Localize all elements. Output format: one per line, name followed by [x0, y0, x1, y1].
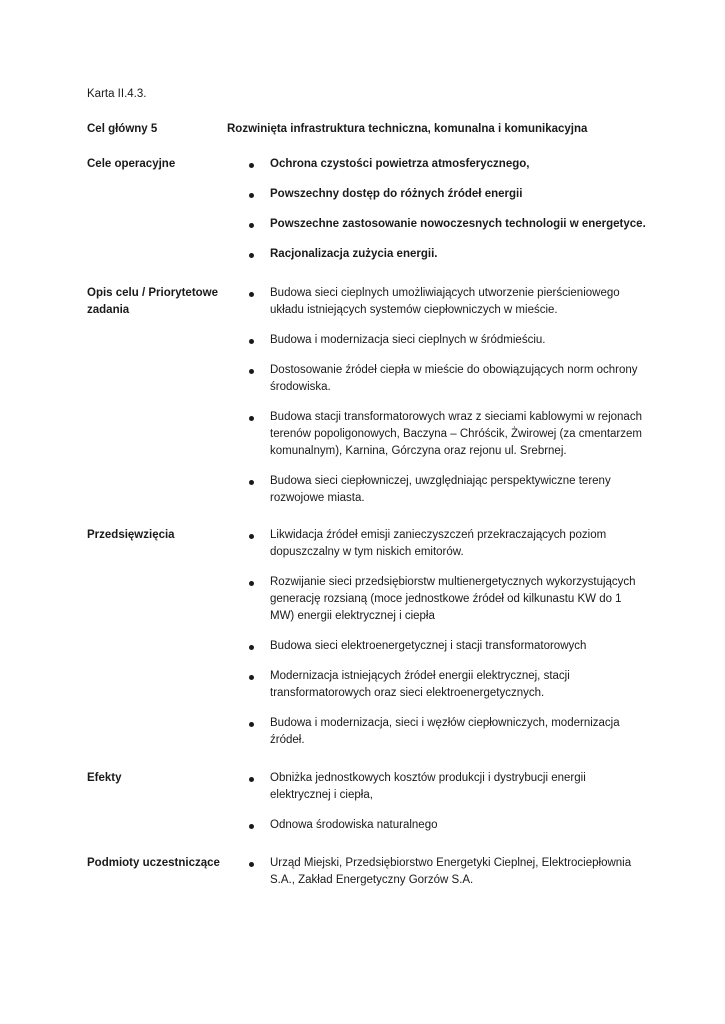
bullet-icon [249, 416, 254, 421]
list-item: Dostosowanie źródeł ciepła w mieście do obowiązujących norm ochrony środowiska. [247, 362, 647, 396]
bullet-icon [249, 581, 254, 586]
bullet-icon [249, 369, 254, 374]
bullet-icon [249, 534, 254, 539]
bullet-icon [249, 645, 254, 650]
bullet-icon [249, 163, 254, 168]
operational-goals-label: Cele operacyjne [87, 158, 176, 170]
projects-label: Przedsięwzięcia [87, 529, 175, 541]
bullet-icon [249, 292, 254, 297]
bullet-icon [249, 193, 254, 198]
list-item: Powszechne zastosowanie nowoczesnych technologii w energetyce. [247, 216, 647, 233]
main-goal-label: Cel główny 5 [87, 123, 158, 135]
effects-list [247, 770, 647, 847]
list-item: Budowa sieci cieplnych umożliwiających utworzenie pierścieniowego układu istniejących systemów ciepłowniczych w mieście. [247, 285, 647, 319]
bullet-icon [249, 675, 254, 680]
bullet-icon [249, 339, 254, 344]
list-item: Powszechny dostęp do różnych źródeł energii [247, 186, 647, 203]
participants-list [247, 855, 647, 902]
list-item: Budowa stacji transformatorowych wraz z sieciami kablowymi w rejonach terenów popoligonowych, Baczyna – Chróścik, Żwirowej (za cmentarzem komunalnym), Karnina, Górczyna oraz rejonu ul. Srebrnej. [247, 409, 647, 460]
bullet-icon [249, 777, 254, 782]
projects-list [247, 527, 647, 762]
card-id: Karta II.4.3. [87, 88, 147, 100]
priority-tasks-list [247, 285, 647, 520]
list-item: Budowa i modernizacja, sieci i węzłów ciepłowniczych, modernizacja źródeł. [247, 715, 647, 749]
operational-goals-list [247, 156, 647, 276]
bullet-icon [249, 862, 254, 867]
list-item: Modernizacja istniejących źródeł energii elektrycznej, stacji transformatorowych oraz sieci elektroenergetycznych. [247, 668, 647, 702]
list-item: Budowa sieci elektroenergetycznej i stacji transformatorowych [247, 638, 647, 655]
list-item: Racjonalizacja zużycia energii. [247, 246, 647, 263]
bullet-icon [249, 480, 254, 485]
list-item: Odnowa środowiska naturalnego [247, 817, 647, 834]
list-item: Likwidacja źródeł emisji zanieczyszczeń przekraczających poziom dopuszczalny w tym niskich emitorów. [247, 527, 647, 561]
list-item: Obniżka jednostkowych kosztów produkcji i dystrybucji energii elektrycznej i ciepła, [247, 770, 647, 804]
priority-tasks-label: Opis celu / Priorytetowe zadania [87, 287, 219, 316]
effects-label: Efekty [87, 772, 122, 784]
bullet-icon [249, 253, 254, 258]
list-item: Urząd Miejski, Przedsiębiorstwo Energetyki Cieplnej, Elektrociepłownia S.A., Zakład Energetyczny Gorzów S.A. [247, 855, 647, 889]
bullet-icon [249, 824, 254, 829]
list-item: Budowa i modernizacja sieci cieplnych w śródmieściu. [247, 332, 647, 349]
list-item: Ochrona czystości powietrza atmosferycznego, [247, 156, 647, 173]
list-item: Rozwijanie sieci przedsiębiorstw multienergetycznych wykorzystujących generację rozsianą (moce jednostkowe źródeł od kilkunastu KW do 1 MW) energii elektrycznej i ciepła [247, 574, 647, 625]
bullet-icon [249, 722, 254, 727]
main-goal-value: Rozwinięta infrastruktura techniczna, komunalna i komunikacyjna [227, 123, 588, 135]
bullet-icon [249, 223, 254, 228]
list-item: Budowa sieci ciepłowniczej, uwzględniając perspektywiczne tereny rozwojowe miasta. [247, 473, 647, 507]
participants-label: Podmioty uczestniczące [87, 857, 220, 869]
